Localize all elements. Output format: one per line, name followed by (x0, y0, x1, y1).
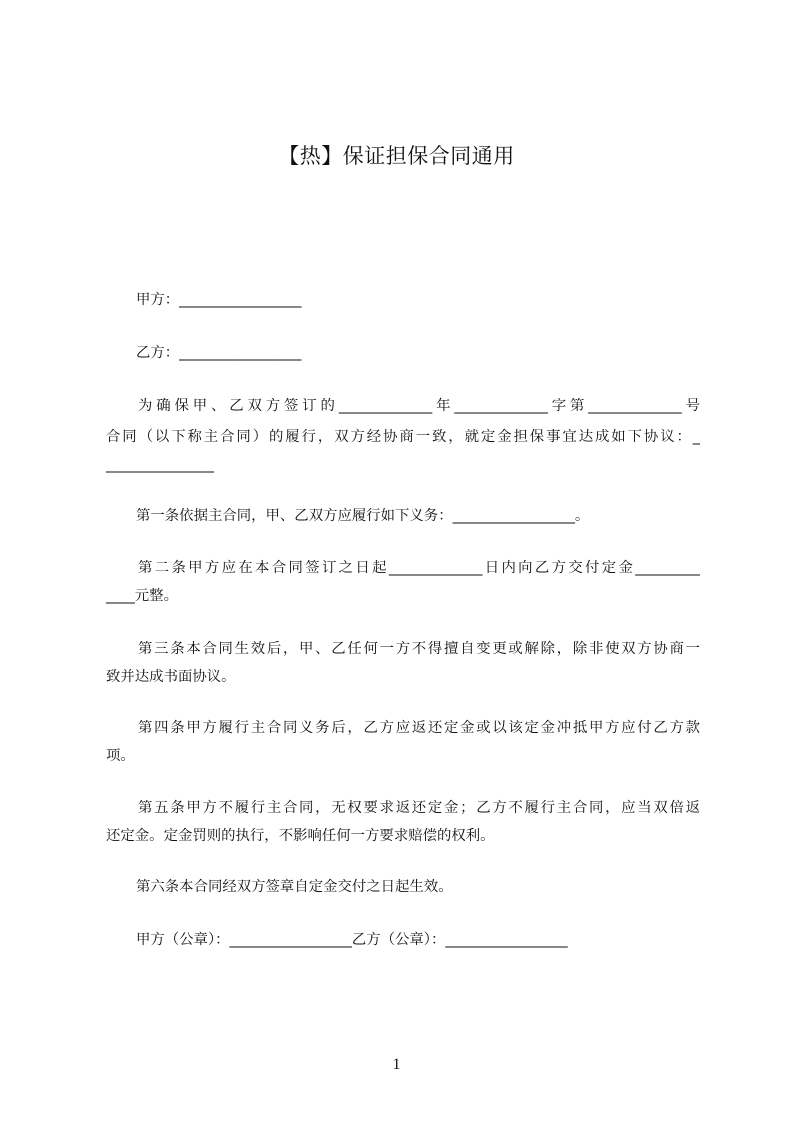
party-b-line: 乙方：_________________ (136, 345, 302, 361)
article-2-line-2: ____元整。 (106, 588, 178, 604)
article-5-line-1: 第五条甲方不履行主合同，无权要求返还定金；乙方不履行主合同，应当双倍返 (138, 800, 700, 816)
article-3-line-2: 致并达成书面协议。 (106, 669, 236, 685)
article-2-line-1: 第二条甲方应在本合同签订之日起_____________日内向乙方交付定金_________ (138, 560, 700, 576)
article-3-line-1: 第三条本合同生效后，甲、乙任何一方不得擅自变更或解除，除非使双方协商一 (138, 641, 700, 657)
document-title: 【热】保证担保合同通用 (278, 144, 515, 168)
party-a-line: 甲方：_________________ (136, 292, 302, 308)
article-5-line-2: 还定金。定金罚则的执行，不影响任何一方要求赔偿的权利。 (106, 828, 495, 844)
article-1: 第一条依据主合同，甲、乙双方应履行如下义务：_________________。 (136, 508, 590, 524)
article-6: 第六条本合同经双方签章自定金交付之日起生效。 (136, 879, 453, 895)
intro-paragraph-line-3: _______________ (106, 457, 214, 473)
article-4-line-1: 第四条甲方履行主合同义务后，乙方应返还定金或以该定金冲抵甲方应付乙方款 (138, 720, 700, 736)
intro-paragraph-line-1: 为确保甲、乙双方签订的_____________年_____________字第_____________号 (138, 398, 700, 414)
page-number: 1 (392, 1056, 401, 1073)
article-4-line-2: 项。 (106, 748, 135, 764)
signature-line: 甲方（公章）：_________________乙方（公章）：_________________ (136, 932, 568, 948)
intro-paragraph-line-2: 合同（以下称主合同）的履行，双方经协商一致，就定金担保事宜达成如下协议：_ (106, 429, 700, 445)
